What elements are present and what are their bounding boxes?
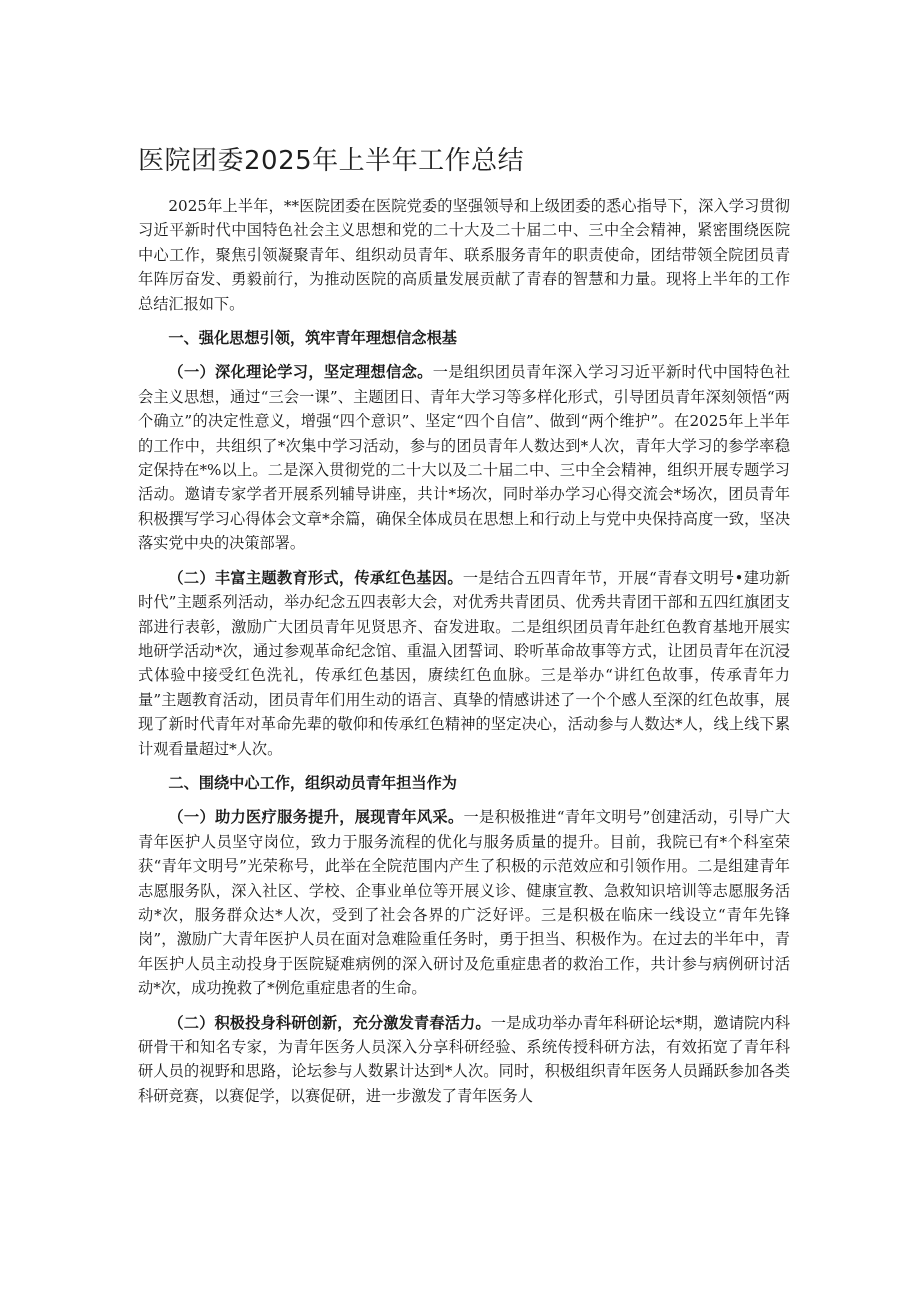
section-2-paragraph-2-lead: （二）积极投身科研创新，充分激发青春活力。 [168, 1013, 491, 1032]
document-body [138, 194, 790, 1118]
section-1-paragraph-2-lead: （二）丰富主题教育形式，传承红色基因。 [168, 568, 463, 587]
section-1-paragraph-1-text: 一是组织团员青年深入学习习近平新时代中国特色社会主义思想，通过“三会一课”、主题团日、青年大学习等多样化形式，引导团员青年深刻领悟“两个确立”的决定性意义，增强“四个意识”、坚定“四个自信”、做到“两个维护”。在2025年上半年的工作中，共组织了*次集中学习活动，参与的团员青年人数达到*人次，青年大学习的参学率稳定保持在*%以上。二是深入贯彻党的二十大以及二十届二中、三中全会精神，组织开展专题学习活动。邀请专家学者开展系列辅导讲座，共计*场次，同时举办学习心得交流会*场次，团员青年积极撰写学习心得体会文章*余篇，确保全体成员在思想上和行动上与党中央保持高度一致，坚决落实党中央的决策部署。 [138, 363, 791, 553]
section-1-paragraph-2 [138, 566, 790, 761]
section-2-heading: 二、围绕中心工作，组织动员青年担当作为 [168, 773, 457, 792]
section-2-paragraph-1 [138, 805, 790, 1000]
section-2-paragraph-2-text: 一是成功举办青年科研论坛*期，邀请院内科研骨干和知名专家，为青年医务人员深入分享科研经验、系统传授科研方法，有效拓宽了青年科研人员的视野和思路，论坛参与人数累计达到*人次。同时，积极组织青年医务人员踊跃参加各类科研竞赛，以赛促学，以赛促研，进一步激发了青年医务人 [138, 1013, 791, 1105]
section-1-heading: 一、强化思想引领，筑牢青年理想信念根基 [168, 329, 457, 348]
section-1-paragraph-1-lead: （一）深化理论学习，坚定理想信念。 [168, 363, 433, 382]
section-1-paragraph-2-text: 一是结合五四青年节，开展“青春文明号•建功新时代”主题系列活动，举办纪念五四表彰大会，对优秀共青团员、优秀共青团干部和五四红旗团支部进行表彰，激励广大团员青年见贤思齐、奋发进取。二是组织团员青年赴红色教育基地开展实地研学活动*次，通过参观革命纪念馆、重温入团誓词、聆听革命故事等方式，让团员青年在沉浸式体验中接受红色洗礼，传承红色基因，赓续红色血脉。三是举办“讲红色故事，传承青年力量”主题教育活动，团员青年们用生动的语言、真挚的情感讲述了一个个感人至深的红色故事，展现了新时代青年对革命先辈的敬仰和传承红色精神的坚定决心，活动参与人数达*人，线上线下累计观看量超过*人次。 [138, 568, 790, 758]
document-title: 医院团委2025年上半年工作总结 [138, 146, 525, 176]
section-2-paragraph-1-text: 一是积极推进“青年文明号”创建活动，引导广大青年医护人员坚守岗位，致力于服务流程的优化与服务质量的提升。目前，我院已有*个科室荣获“青年文明号”光荣称号，此举在全院范围内产生了积极的示范效应和引领作用。二是组建青年志愿服务队，深入社区、学校、企事业单位等开展义诊、健康宣教、急救知识培训等志愿服务活动*次，服务群众达*人次，受到了社会各界的广泛好评。三是积极在临床一线设立“青年先锋岗”，激励广大青年医护人员在面对急难险重任务时，勇于担当、积极作为。在过去的半年中，青年医护人员主动投身于医院疑难病例的深入研讨及危重症患者的救治工作，共计参与病例研讨活动*次，成功挽救了*例危重症患者的生命。 [138, 808, 791, 998]
section-2-paragraph-1-lead: （一）助力医疗服务提升，展现青年风采。 [168, 808, 464, 827]
section-1-paragraph-1 [138, 360, 790, 555]
section-2-paragraph-2 [138, 1011, 790, 1109]
intro-paragraph: 2025年上半年，**医院团委在医院党委的坚强领导和上级团委的悉心指导下，深入学习贯彻习近平新时代中国特色社会主义思想和党的二十大及二十届二中、三中全会精神，紧密围绕医院中心工作，聚焦引领凝聚青年、组织动员青年、联系服务青年的职责使命，团结带领全院团员青年阵厉奋发、勇毅前行，为推动医院的高质量发展贡献了青春的智慧和力量。现将上半年的工作总结汇报如下。 [138, 197, 790, 313]
